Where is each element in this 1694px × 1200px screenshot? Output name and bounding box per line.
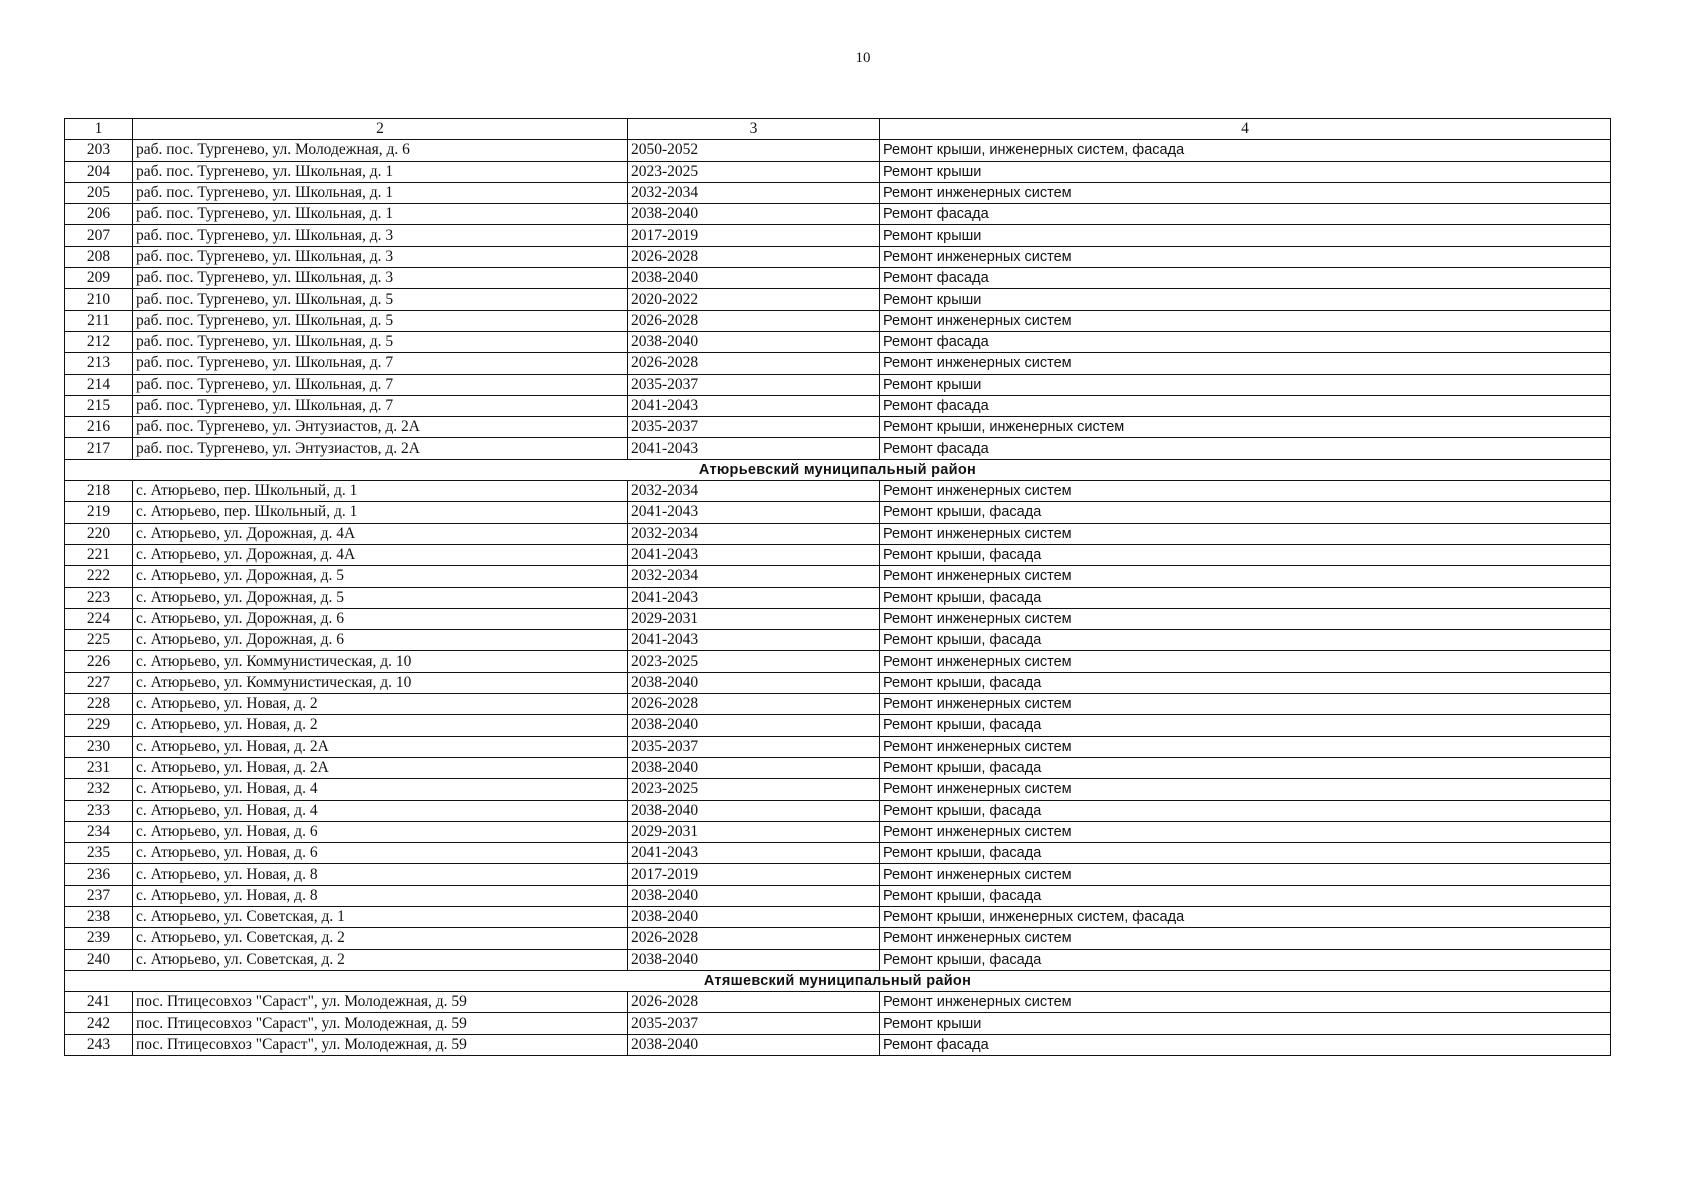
row-number-cell: 210 [65,289,133,310]
table-row [65,672,1611,693]
row-number-cell: 237 [65,885,133,906]
work-type-cell: Ремонт крыши, инженерных систем [880,417,1611,438]
row-number-cell: 205 [65,182,133,203]
period-cell: 2032-2034 [628,182,880,203]
address-cell: с. Атюрьево, ул. Дорожная, д. 4А [133,544,628,565]
work-type-cell: Ремонт инженерных систем [880,182,1611,203]
address-cell: с. Атюрьево, ул. Новая, д. 4 [133,779,628,800]
table-row [65,161,1611,182]
period-cell: 2026-2028 [628,246,880,267]
table-row [65,140,1611,161]
table-row [65,1013,1611,1034]
work-type-cell: Ремонт крыши [880,1013,1611,1034]
address-cell: раб. пос. Тургенево, ул. Школьная, д. 5 [133,310,628,331]
address-cell: с. Атюрьево, ул. Новая, д. 4 [133,800,628,821]
row-number-cell: 218 [65,481,133,502]
row-number-cell: 223 [65,587,133,608]
table-row [65,353,1611,374]
period-cell: 2050-2052 [628,140,880,161]
address-cell: с. Атюрьево, ул. Новая, д. 2 [133,715,628,736]
work-type-cell: Ремонт инженерных систем [880,246,1611,267]
table-row [65,289,1611,310]
table-row [65,417,1611,438]
period-cell: 2035-2037 [628,417,880,438]
work-type-cell: Ремонт крыши [880,161,1611,182]
work-type-cell: Ремонт крыши, инженерных систем, фасада [880,906,1611,927]
table-row [65,246,1611,267]
address-cell: с. Атюрьево, ул. Советская, д. 2 [133,949,628,970]
row-number-cell: 208 [65,246,133,267]
address-cell: пос. Птицесовхоз "Сараст", ул. Молодежная, д. 59 [133,992,628,1013]
row-number-cell: 235 [65,843,133,864]
work-type-cell: Ремонт инженерных систем [880,821,1611,842]
table-row [65,331,1611,352]
period-cell: 2023-2025 [628,779,880,800]
address-cell: с. Атюрьево, ул. Новая, д. 8 [133,885,628,906]
period-cell: 2041-2043 [628,438,880,459]
table-row [65,374,1611,395]
address-cell: с. Атюрьево, ул. Новая, д. 2А [133,757,628,778]
row-number-cell: 204 [65,161,133,182]
address-cell: раб. пос. Тургенево, ул. Школьная, д. 3 [133,268,628,289]
section-header-row [65,459,1611,480]
address-cell: с. Атюрьево, ул. Новая, д. 6 [133,821,628,842]
period-cell: 2026-2028 [628,353,880,374]
table-row [65,864,1611,885]
row-number-cell: 212 [65,331,133,352]
row-number-cell: 238 [65,906,133,927]
work-type-cell: Ремонт крыши [880,289,1611,310]
period-cell: 2038-2040 [628,204,880,225]
section-header-row [65,970,1611,991]
period-cell: 2020-2022 [628,289,880,310]
work-type-cell: Ремонт инженерных систем [880,651,1611,672]
row-number-cell: 243 [65,1034,133,1055]
address-cell: с. Атюрьево, ул. Дорожная, д. 6 [133,608,628,629]
row-number-cell: 216 [65,417,133,438]
table-row [65,225,1611,246]
table-row [65,395,1611,416]
address-cell: с. Атюрьево, пер. Школьный, д. 1 [133,481,628,502]
row-number-cell: 225 [65,630,133,651]
work-type-cell: Ремонт фасада [880,331,1611,352]
table-header [65,119,1611,140]
period-cell: 2017-2019 [628,225,880,246]
period-cell: 2032-2034 [628,481,880,502]
work-type-cell: Ремонт крыши, фасада [880,630,1611,651]
table-row [65,502,1611,523]
work-type-cell: Ремонт крыши, фасада [880,800,1611,821]
row-number-cell: 224 [65,608,133,629]
work-type-cell: Ремонт крыши, инженерных систем, фасада [880,140,1611,161]
period-cell: 2041-2043 [628,843,880,864]
period-cell: 2029-2031 [628,821,880,842]
address-cell: пос. Птицесовхоз "Сараст", ул. Молодежная, д. 59 [133,1034,628,1055]
header-col-4: 4 [880,119,1611,140]
address-cell: раб. пос. Тургенево, ул. Школьная, д. 1 [133,182,628,203]
row-number-cell: 242 [65,1013,133,1034]
row-number-cell: 240 [65,949,133,970]
period-cell: 2026-2028 [628,992,880,1013]
table-row [65,906,1611,927]
address-cell: с. Атюрьево, ул. Новая, д. 2 [133,694,628,715]
work-type-cell: Ремонт крыши, фасада [880,715,1611,736]
period-cell: 2017-2019 [628,864,880,885]
address-cell: с. Атюрьево, ул. Дорожная, д. 5 [133,566,628,587]
work-type-cell: Ремонт инженерных систем [880,523,1611,544]
period-cell: 2038-2040 [628,1034,880,1055]
period-cell: 2038-2040 [628,949,880,970]
header-col-1: 1 [65,119,133,140]
page-number: 10 [855,50,871,66]
table-row [65,310,1611,331]
work-type-cell: Ремонт крыши, фасада [880,587,1611,608]
period-cell: 2041-2043 [628,544,880,565]
work-type-cell: Ремонт фасада [880,1034,1611,1055]
work-type-cell: Ремонт фасада [880,268,1611,289]
period-cell: 2038-2040 [628,268,880,289]
period-cell: 2038-2040 [628,800,880,821]
header-row [65,119,1611,140]
repair-schedule-table [64,118,1611,1056]
work-type-cell: Ремонт крыши, фасада [880,843,1611,864]
header-col-2: 2 [133,119,628,140]
table-row [65,800,1611,821]
table-row [65,757,1611,778]
table-row [65,608,1611,629]
table-row [65,821,1611,842]
period-cell: 2041-2043 [628,502,880,523]
address-cell: раб. пос. Тургенево, ул. Школьная, д. 5 [133,289,628,310]
period-cell: 2038-2040 [628,757,880,778]
row-number-cell: 206 [65,204,133,225]
row-number-cell: 217 [65,438,133,459]
work-type-cell: Ремонт крыши, фасада [880,757,1611,778]
row-number-cell: 219 [65,502,133,523]
work-type-cell: Ремонт крыши [880,374,1611,395]
work-type-cell: Ремонт крыши, фасада [880,949,1611,970]
work-type-cell: Ремонт инженерных систем [880,310,1611,331]
address-cell: с. Атюрьево, ул. Новая, д. 2А [133,736,628,757]
row-number-cell: 221 [65,544,133,565]
address-cell: пос. Птицесовхоз "Сараст", ул. Молодежная, д. 59 [133,1013,628,1034]
work-type-cell: Ремонт инженерных систем [880,566,1611,587]
row-number-cell: 213 [65,353,133,374]
address-cell: с. Атюрьево, ул. Дорожная, д. 6 [133,630,628,651]
table-row [65,630,1611,651]
period-cell: 2035-2037 [628,374,880,395]
table-row [65,715,1611,736]
address-cell: раб. пос. Тургенево, ул. Энтузиастов, д. 2А [133,438,628,459]
address-cell: раб. пос. Тургенево, ул. Энтузиастов, д. 2А [133,417,628,438]
row-number-cell: 230 [65,736,133,757]
header-col-3: 3 [628,119,880,140]
table-row [65,204,1611,225]
table-row [65,566,1611,587]
address-cell: раб. пос. Тургенево, ул. Молодежная, д. 6 [133,140,628,161]
row-number-cell: 227 [65,672,133,693]
table-row [65,544,1611,565]
address-cell: с. Атюрьево, ул. Коммунистическая, д. 10 [133,672,628,693]
table-row [65,885,1611,906]
period-cell: 2029-2031 [628,608,880,629]
address-cell: раб. пос. Тургенево, ул. Школьная, д. 7 [133,395,628,416]
period-cell: 2038-2040 [628,906,880,927]
work-type-cell: Ремонт крыши, фасада [880,885,1611,906]
work-type-cell: Ремонт крыши [880,225,1611,246]
table-row [65,779,1611,800]
address-cell: раб. пос. Тургенево, ул. Школьная, д. 7 [133,374,628,395]
table-row [65,843,1611,864]
period-cell: 2038-2040 [628,715,880,736]
table-row [65,182,1611,203]
table-row [65,736,1611,757]
work-type-cell: Ремонт инженерных систем [880,608,1611,629]
row-number-cell: 234 [65,821,133,842]
row-number-cell: 231 [65,757,133,778]
address-cell: раб. пос. Тургенево, ул. Школьная, д. 1 [133,161,628,182]
work-type-cell: Ремонт инженерных систем [880,864,1611,885]
address-cell: раб. пос. Тургенево, ул. Школьная, д. 3 [133,246,628,267]
address-cell: с. Атюрьево, ул. Дорожная, д. 4А [133,523,628,544]
period-cell: 2032-2034 [628,523,880,544]
work-type-cell: Ремонт фасада [880,204,1611,225]
row-number-cell: 222 [65,566,133,587]
row-number-cell: 226 [65,651,133,672]
address-cell: с. Атюрьево, ул. Новая, д. 8 [133,864,628,885]
work-type-cell: Ремонт фасада [880,395,1611,416]
work-type-cell: Ремонт инженерных систем [880,779,1611,800]
address-cell: раб. пос. Тургенево, ул. Школьная, д. 7 [133,353,628,374]
period-cell: 2035-2037 [628,736,880,757]
table-row [65,1034,1611,1055]
period-cell: 2023-2025 [628,651,880,672]
work-type-cell: Ремонт инженерных систем [880,992,1611,1013]
section-title: Атяшевский муниципальный район [65,970,1611,991]
address-cell: раб. пос. Тургенево, ул. Школьная, д. 5 [133,331,628,352]
row-number-cell: 232 [65,779,133,800]
period-cell: 2026-2028 [628,310,880,331]
table-row [65,928,1611,949]
period-cell: 2041-2043 [628,630,880,651]
work-type-cell: Ремонт инженерных систем [880,694,1611,715]
row-number-cell: 203 [65,140,133,161]
row-number-cell: 241 [65,992,133,1013]
work-type-cell: Ремонт инженерных систем [880,353,1611,374]
address-cell: с. Атюрьево, ул. Советская, д. 1 [133,906,628,927]
period-cell: 2041-2043 [628,395,880,416]
address-cell: раб. пос. Тургенево, ул. Школьная, д. 3 [133,225,628,246]
work-type-cell: Ремонт инженерных систем [880,928,1611,949]
table-body [65,140,1611,1056]
row-number-cell: 211 [65,310,133,331]
section-title: Атюрьевский муниципальный район [65,459,1611,480]
address-cell: раб. пос. Тургенево, ул. Школьная, д. 1 [133,204,628,225]
work-type-cell: Ремонт крыши, фасада [880,502,1611,523]
address-cell: с. Атюрьево, ул. Советская, д. 2 [133,928,628,949]
row-number-cell: 209 [65,268,133,289]
row-number-cell: 207 [65,225,133,246]
period-cell: 2026-2028 [628,694,880,715]
row-number-cell: 214 [65,374,133,395]
row-number-cell: 239 [65,928,133,949]
period-cell: 2038-2040 [628,331,880,352]
period-cell: 2032-2034 [628,566,880,587]
table-row [65,268,1611,289]
table-row [65,523,1611,544]
row-number-cell: 220 [65,523,133,544]
address-cell: с. Атюрьево, ул. Новая, д. 6 [133,843,628,864]
table-row [65,438,1611,459]
period-cell: 2026-2028 [628,928,880,949]
row-number-cell: 229 [65,715,133,736]
row-number-cell: 236 [65,864,133,885]
address-cell: с. Атюрьево, ул. Коммунистическая, д. 10 [133,651,628,672]
address-cell: с. Атюрьево, пер. Школьный, д. 1 [133,502,628,523]
work-type-cell: Ремонт крыши, фасада [880,672,1611,693]
work-type-cell: Ремонт фасада [880,438,1611,459]
work-type-cell: Ремонт инженерных систем [880,481,1611,502]
table-row [65,694,1611,715]
work-type-cell: Ремонт инженерных систем [880,736,1611,757]
table-row [65,481,1611,502]
address-cell: с. Атюрьево, ул. Дорожная, д. 5 [133,587,628,608]
table-row [65,992,1611,1013]
period-cell: 2035-2037 [628,1013,880,1034]
period-cell: 2041-2043 [628,587,880,608]
table-row [65,651,1611,672]
row-number-cell: 215 [65,395,133,416]
period-cell: 2023-2025 [628,161,880,182]
row-number-cell: 233 [65,800,133,821]
table-row [65,587,1611,608]
work-type-cell: Ремонт крыши, фасада [880,544,1611,565]
table-row [65,949,1611,970]
period-cell: 2038-2040 [628,672,880,693]
row-number-cell: 228 [65,694,133,715]
period-cell: 2038-2040 [628,885,880,906]
